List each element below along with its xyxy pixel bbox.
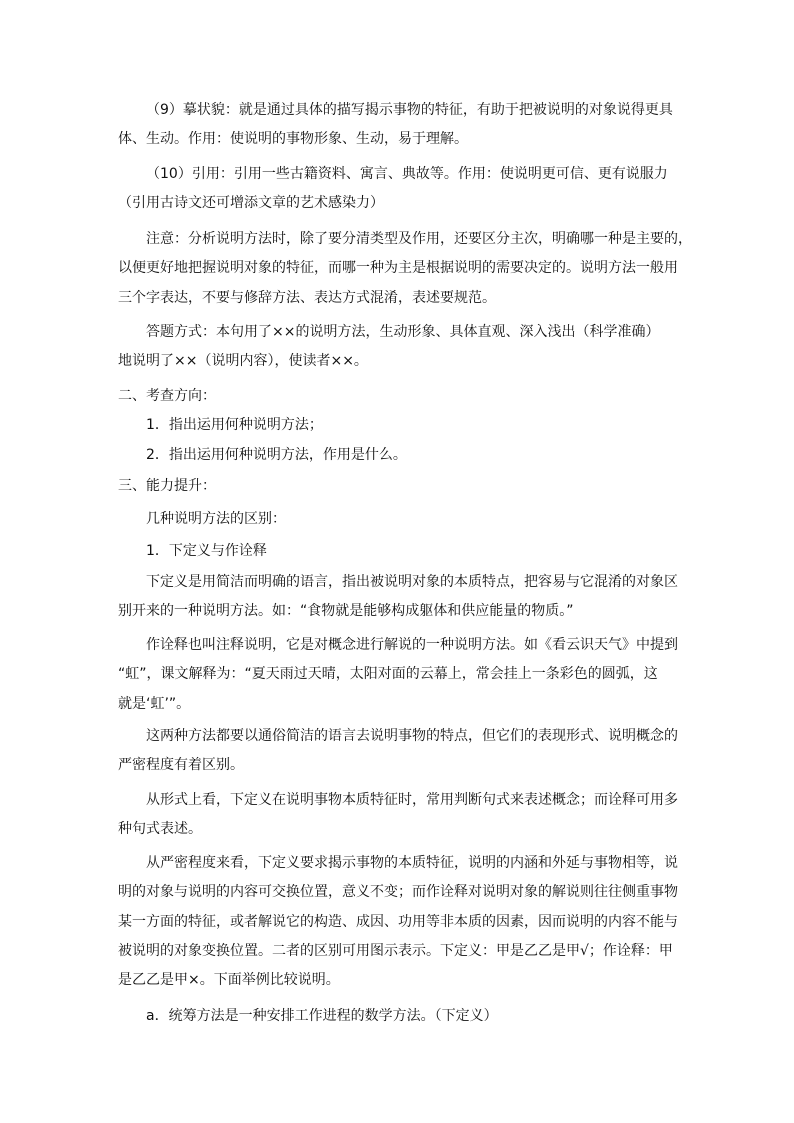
text-line: 1．指出运用何种说明方法； (146, 417, 323, 433)
text-line: 注意：分析说明方法时，除了要分清类型及作用，还要区分主次，明确哪一种是主要的， (146, 231, 692, 247)
paragraph-note (118, 225, 692, 313)
text-line: （9）摹状貌：就是通过具体的描写揭示事物的特征，有助于把被说明的对象说得更具 (146, 102, 673, 118)
paragraph-description-method (118, 96, 678, 155)
text-line: 被说明的对象变换位置。二者的区别可用图示表示。下定义：甲是乙乙是甲√；作诠释：甲 (118, 942, 673, 959)
text-line: 从严密程度来看，下定义要求揭示事物的本质特征，说明的内涵和外延与事物相等，说 (146, 855, 678, 871)
text-line: 就是‘虹’”。 (118, 695, 191, 712)
text-line: 从形式上看，下定义在说明事物本质特征时，常用判断句式来表述概念；而诠释可用多 (146, 792, 678, 808)
list-item-2 (118, 441, 678, 470)
subheading-definition-vs-explanation (118, 537, 678, 566)
text-line: 二、考查方向： (118, 388, 216, 404)
text-line: 种句式表述。 (118, 821, 202, 838)
text-line: 以便更好地把握说明对象的特征，而哪一种为主是根据说明的需要决定的。说明方法一般用 (118, 260, 678, 277)
text-line: 地说明了××（说明内容），使读者××。 (118, 353, 368, 370)
paragraph-rigor-view (118, 849, 678, 995)
text-line: 这两种方法都要以通俗简洁的语言去说明事物的特点，但它们的表现形式、说明概念的 (146, 728, 678, 744)
text-line: 明的对象与说明的内容可交换位置，意义不变；而作诠释对说明对象的解说则往往侧重事物 (118, 884, 678, 901)
text-line: 严密程度有着区别。 (118, 757, 244, 774)
text-line: （引用古诗文还可增添文章的艺术感染力） (118, 195, 384, 212)
section-heading-ability (118, 472, 678, 501)
text-line: 某一方面的特征，或者解说它的构造、成因、功用等非本质的因素，因而说明的内容不能与 (118, 913, 678, 930)
paragraph-quotation-method (118, 160, 678, 219)
text-line: 作诠释也叫注释说明，它是对概念进行解说的一种说明方法。如《看云识天气》中提到 (146, 637, 678, 653)
subheading-differences (118, 505, 678, 534)
list-item-1 (118, 411, 678, 440)
paragraph-form-view (118, 786, 678, 845)
text-line: “虹”，课文解释为：“夏天雨过天晴，太阳对面的云幕上，常会挂上一条彩色的圆弧，这 (118, 666, 658, 683)
text-line: 体、生动。作用：使说明的事物形象、生动，易于理解。 (118, 131, 468, 148)
text-line: 是乙乙是甲×。下面举例比较说明。 (118, 972, 340, 989)
text-line: 三、能力提升： (118, 478, 216, 494)
text-line: 别开来的一种说明方法。如：“食物就是能够构成躯体和供应能量的物质。” (118, 603, 574, 620)
paragraph-both-methods (118, 722, 678, 781)
text-line: 答题方式：本句用了××的说明方法，生动形象、具体直观、深入浅出（科学准确） (146, 324, 660, 340)
text-line: 下定义是用简洁而明确的语言，指出被说明对象的本质特点，把容易与它混淆的对象区 (146, 574, 678, 590)
text-line: （10）引用：引用一些古籍资料、寓言、典故等。作用：使说明更可信、更有说服力 (146, 166, 668, 182)
text-line: 几种说明方法的区别： (146, 511, 286, 527)
text-line: a．统筹方法是一种安排工作进程的数学方法。（下定义） (146, 1008, 498, 1024)
text-line: 三个字表达，不要与修辞方法、表达方式混淆，表述要规范。 (118, 289, 496, 306)
text-line: 2．指出运用何种说明方法，作用是什么。 (146, 447, 407, 463)
text-line: 1．下定义与作诠释 (146, 543, 267, 559)
paragraph-definition (118, 568, 678, 627)
example-a (118, 1002, 678, 1031)
paragraph-explanation (118, 631, 678, 719)
section-heading-exam-direction (118, 382, 678, 411)
paragraph-answer-format (118, 318, 678, 377)
